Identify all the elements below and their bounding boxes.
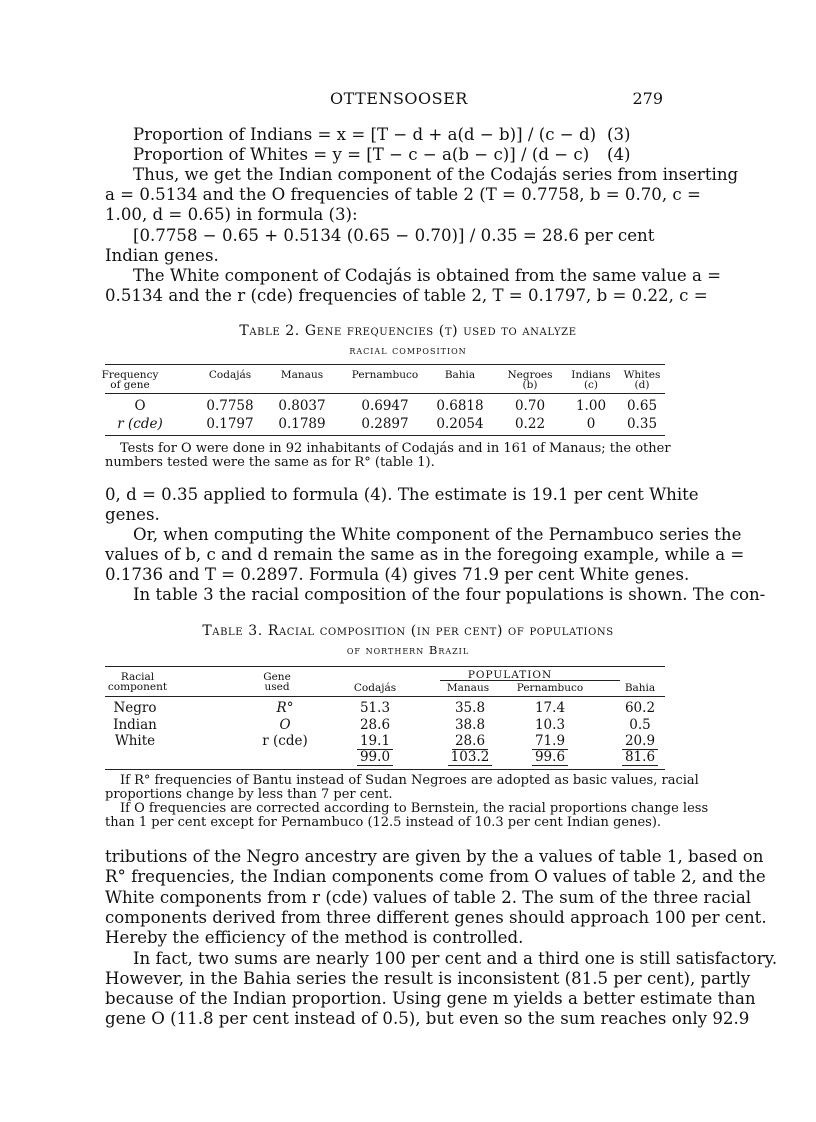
table-3-cell-gene: r (cde) [262, 733, 308, 749]
table-3-label: Table 3. [202, 623, 263, 639]
header-gene-line-1: Gene [263, 671, 291, 683]
paragraph-3-line-4: components derived from three different genes should approach 100 per cent. [105, 908, 767, 927]
table-3-cell: 28.6 [452, 733, 488, 750]
table-2-cell: 0.7758 [206, 398, 254, 414]
table-3-cell-component: Negro [113, 700, 157, 716]
table-2-note-line-1: Tests for O were done in 92 inhabitants of Codajás and in 161 of Manaus; the other [120, 441, 671, 456]
paragraph-2-line-6: In table 3 the racial composition of the four populations is shown. The con- [133, 585, 766, 604]
paragraph-1-line-6: The White component of Codajás is obtained from the same value a = [133, 266, 722, 285]
table-3-total-underlined [440, 749, 500, 765]
paragraph-1-line-3: 1.00, d = 0.65) in formula (3): [105, 205, 358, 224]
paragraph-4-line-2: However, in the Bahia series the result is inconsistent (81.5 per cent), partly [105, 969, 751, 988]
table-2-cell: 0.22 [514, 416, 546, 432]
table-3-top-rule [105, 666, 665, 667]
table-3-cell: 60.2 [624, 700, 656, 716]
table-2-caption [0, 323, 816, 339]
table-3-total: 103.2 [448, 749, 493, 766]
paragraph-3-line-5: Hereby the efficiency of the method is controlled. [105, 928, 524, 947]
table-3-header-rule [105, 696, 665, 697]
table-3-cell: 71.9 [532, 733, 568, 750]
table-2-cell: 0.8037 [278, 398, 326, 414]
table-3-cell: 19.1 [357, 733, 393, 750]
table-3-total-underlined [610, 749, 670, 765]
table-3-cell: 20.9 [622, 733, 658, 750]
table-2-header-whites [612, 370, 672, 390]
table-2-cell: 0.1797 [206, 416, 254, 432]
equation-4: Proportion of Whites = y = [T − c − a(b − c)] / (d − c) [133, 145, 590, 164]
table-3-cell-component: White [114, 733, 156, 749]
table-2-cell: 0.65 [626, 398, 658, 414]
paragraph-1-line-2: a = 0.5134 and the O frequencies of table 2 (T = 0.7758, b = 0.70, c = [105, 185, 701, 204]
table-2-label: Table 2. [239, 323, 300, 339]
table-2-caption-line-2 [0, 343, 816, 357]
header-indians-line-2: (c) [583, 379, 599, 391]
table-2-header-codajas: Codajás [208, 369, 252, 381]
table-2-title: Gene frequencies (t) used to analyze [304, 323, 577, 339]
paragraph-2-line-4: values of b, c and d remain the same as in the foregoing example, while a = [105, 545, 745, 564]
table-3-note-1-line-2: proportions change by less than 7 per cent. [105, 787, 393, 802]
table-3-header-manaus: Manaus [446, 682, 490, 694]
paragraph-1-line-1: Thus, we get the Indian component of the Codajás series from inserting [133, 165, 739, 184]
table-3-total: 81.6 [622, 749, 658, 766]
table-2-cell: 0.2054 [436, 416, 484, 432]
table-2-header-bahia: Bahia [444, 369, 476, 381]
table-2-cell: 0.1789 [278, 416, 326, 432]
paragraph-1-line-4: [0.7758 − 0.65 + 0.5134 (0.65 − 0.70)] / 0.35 = 28.6 per cent [133, 226, 655, 245]
paragraph-3-line-3: White components from r (cde) values of table 2. The sum of the three racial [105, 888, 752, 907]
table-3-cell-underlined [610, 733, 670, 749]
table-2-cell: 0.35 [626, 416, 658, 432]
table-3-header-gene [247, 672, 307, 692]
paragraph-1-line-5: Indian genes. [105, 246, 219, 265]
paragraph-2-line-5: 0.1736 and T = 0.2897. Formula (4) gives 71.9 per cent White genes. [105, 565, 690, 584]
header-whites-line-1: Whites [623, 369, 661, 381]
paragraph-2-line-1: 0, d = 0.35 applied to formula (4). The estimate is 19.1 per cent White [105, 485, 699, 504]
table-2-cell: 0.6818 [436, 398, 484, 414]
table-3-total-underlined [520, 749, 580, 765]
table-3-caption-line-2 [0, 643, 816, 657]
table-2-title-line-2: racial composition [349, 343, 467, 357]
paragraph-2-line-3: Or, when computing the White component of the Pernambuco series the [133, 525, 742, 544]
header-gene-line-2: used [264, 681, 290, 693]
table-3-caption [0, 623, 816, 639]
running-header-author: OTTENSOOSER [330, 89, 468, 108]
header-whites-line-2: (d) [634, 379, 650, 391]
table-3-note-2-line-2: than 1 per cent except for Pernambuco (12.5 instead of 10.3 per cent Indian genes). [105, 815, 662, 830]
table-2-header-manaus: Manaus [280, 369, 324, 381]
paragraph-3-line-2: R° frequencies, the Indian components come from O values of table 2, and the [105, 867, 766, 886]
table-3-cell: 38.8 [454, 717, 486, 733]
table-3-cell-underlined [345, 733, 405, 749]
table-2-header-pernambuco: Pernambuco [351, 369, 419, 381]
paragraph-3-line-1: tributions of the Negro ancestry are given by the a values of table 1, based on [105, 847, 764, 866]
paragraph-1-line-7: 0.5134 and the r (cde) frequencies of table 2, T = 0.1797, b = 0.22, c = [105, 286, 708, 305]
table-3-cell-underlined [440, 733, 500, 749]
header-racial-line-2: component [107, 681, 168, 693]
header-racial-line-1: Racial [120, 671, 155, 683]
table-3-cell: 35.8 [454, 700, 486, 716]
table-2-header-negroes [500, 370, 560, 390]
paragraph-4-line-1: In fact, two sums are nearly 100 per cent and a third one is still satisfactory. [133, 949, 778, 968]
header-indians-line-1: Indians [571, 369, 611, 381]
table-3-cell-underlined [520, 733, 580, 749]
table-2-top-rule [105, 364, 665, 365]
table-3-total: 99.0 [357, 749, 393, 766]
table-3-title-line-2: of northern Brazil [346, 643, 470, 657]
table-3-total: 99.6 [532, 749, 568, 766]
table-2-header-rule [105, 393, 665, 394]
table-3-cell: 28.6 [359, 717, 391, 733]
table-2-header-frequency [100, 370, 160, 390]
header-frequency-line-1: Frequency [101, 369, 159, 381]
table-3-bottom-rule [105, 769, 665, 770]
table-3-header-bahia: Bahia [624, 682, 656, 694]
table-2-cell-gene: O [134, 398, 146, 414]
table-3-cell-component: Indian [113, 717, 157, 733]
table-2-cell: 0.70 [514, 398, 546, 414]
table-3-cell: 10.3 [534, 717, 566, 733]
table-3-cell-gene: O [279, 717, 291, 733]
header-negroes-line-2: (b) [522, 379, 538, 391]
paragraph-4-line-3: because of the Indian proportion. Using gene m yields a better estimate than [105, 989, 756, 1008]
page-number: 279 [632, 89, 663, 108]
table-3-note-1-line-1: If R° frequencies of Bantu instead of Sudan Negroes are adopted as basic values, racial [120, 773, 699, 788]
equation-4-number: (4) [607, 145, 631, 164]
equation-3: Proportion of Indians = x = [T − d + a(d − b)] / (c − d) [133, 125, 597, 144]
table-2-cell: 1.00 [575, 398, 607, 414]
table-3-title: Racial composition (in per cent) of populations [267, 623, 614, 639]
table-3-population-rule [440, 680, 620, 681]
table-2-cell-gene: r (cde) [117, 416, 163, 432]
paragraph-2-line-2: genes. [105, 505, 160, 524]
table-3-cell: 17.4 [534, 700, 566, 716]
table-3-header-pernambuco: Pernambuco [516, 682, 584, 694]
header-negroes-line-1: Negroes [507, 369, 553, 381]
table-3-total-underlined [345, 749, 405, 765]
table-2-note-line-2: numbers tested were the same as for R° (table 1). [105, 455, 435, 470]
table-2-cell: 0.2897 [361, 416, 409, 432]
table-2-bottom-rule [105, 435, 665, 436]
paragraph-4-line-4: gene O (11.8 per cent instead of 0.5), but even so the sum reaches only 92.9 [105, 1009, 750, 1028]
table-2-cell: 0.6947 [361, 398, 409, 414]
table-3-cell: 51.3 [359, 700, 391, 716]
header-frequency-line-2: of gene [110, 379, 150, 391]
table-3-header-codajas: Codajás [353, 682, 397, 694]
table-3-cell-gene: R° [276, 700, 294, 716]
table-3-header-population: POPULATION [467, 669, 553, 681]
table-2-cell: 0 [586, 416, 596, 432]
table-3-note-2-line-1: If O frequencies are corrected according to Bernstein, the racial proportions change less [120, 801, 709, 816]
table-3-cell: 0.5 [629, 717, 651, 733]
equation-3-number: (3) [607, 125, 631, 144]
table-3-header-racial [100, 672, 175, 692]
